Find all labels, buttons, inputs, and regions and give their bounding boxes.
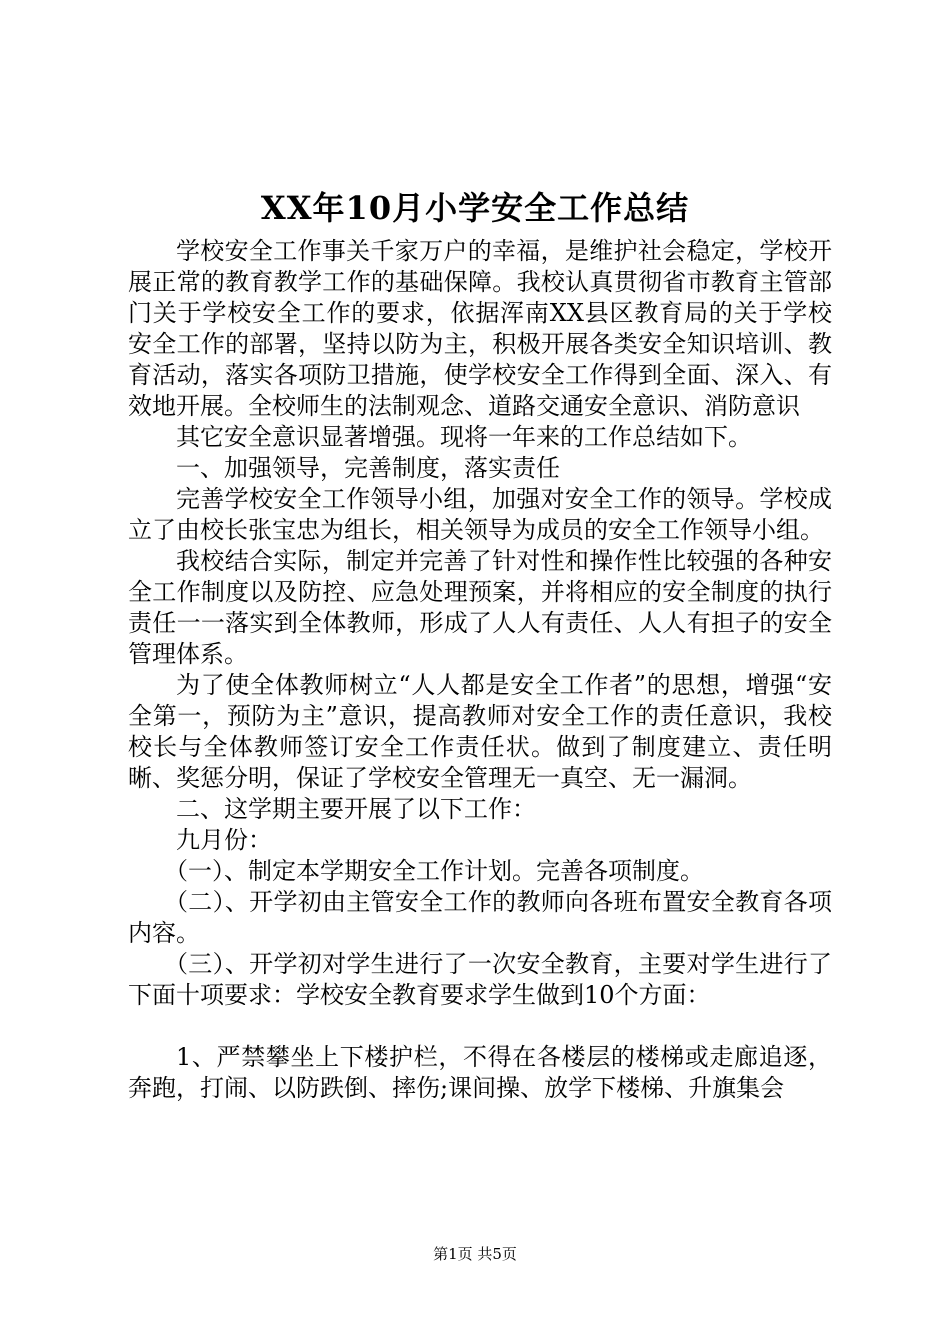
document-title: XX年10月小学安全工作总结 [260,189,690,227]
blank-line [128,1011,832,1042]
paragraph-safety-system: 我校结合实际，制定并完善了针对性和操作性比较强的各种安全工作制度以及防控、应急处理预案，并将相应的安全制度的执行责任一一落实到全体教师，形成了人人有责任、人人有担子的安全管理体系。 [128,547,832,668]
month-heading-september: 九月份： [176,826,272,854]
paragraph-leadership-group: 完善学校安全工作领导小组，加强对安全工作的领导。学校成立了由校长张宝忠为组长，相关领导为成员的安全工作领导小组。 [128,485,832,544]
list-item-2: （二）、开学初由主管安全工作的教师向各班布置安全教育各项内容。 [128,888,832,947]
paragraph-responsibility: 为了使全体教师树立“人人都是安全工作者”的思想，增强“安全第一，预防为主”意识，提高教师对安全工作的责任意识，我校校长与全体教师签订安全工作责任状。做到了制度建立、责任明晰、奖惩分明，保证了学校安全管理无一真空、无一漏洞。 [128,671,832,792]
page-footer: 第1页 共5页 [433,1245,517,1263]
document-body [128,236,832,1104]
list-item-1: （一）、制定本学期安全工作计划。完善各项制度。 [164,857,704,885]
requirement-item-1: 1、严禁攀坐上下楼护栏，不得在各楼层的楼梯或走廊追逐，奔跑，打闹、以防跌倒、摔伤;课间操、放学下楼梯、升旗集会 [128,1043,832,1102]
list-item-3: （三）、开学初对学生进行了一次安全教育，主要对学生进行了下面十项要求：学校安全教育要求学生做到10个方面： [128,950,832,1009]
section-heading-1: 一、加强领导，完善制度，落实责任 [176,454,560,482]
section-heading-2: 二、这学期主要开展了以下工作： [176,795,536,823]
paragraph-summary-lead: 其它安全意识显著增强。现将一年来的工作总结如下。 [176,423,752,451]
paragraph-intro: 学校安全工作事关千家万户的幸福，是维护社会稳定，学校开展正常的教育教学工作的基础保障。我校认真贯彻省市教育主管部门关于学校安全工作的要求，依据浑南XX县区教育局的关于学校安全工作的部署，坚持以防为主，积极开展各类安全知识培训、教育活动，落实各项防卫措施，使学校安全工作得到全面、深入、有效地开展。全校师生的法制观念、道路交通安全意识、消防意识 [128,237,832,420]
